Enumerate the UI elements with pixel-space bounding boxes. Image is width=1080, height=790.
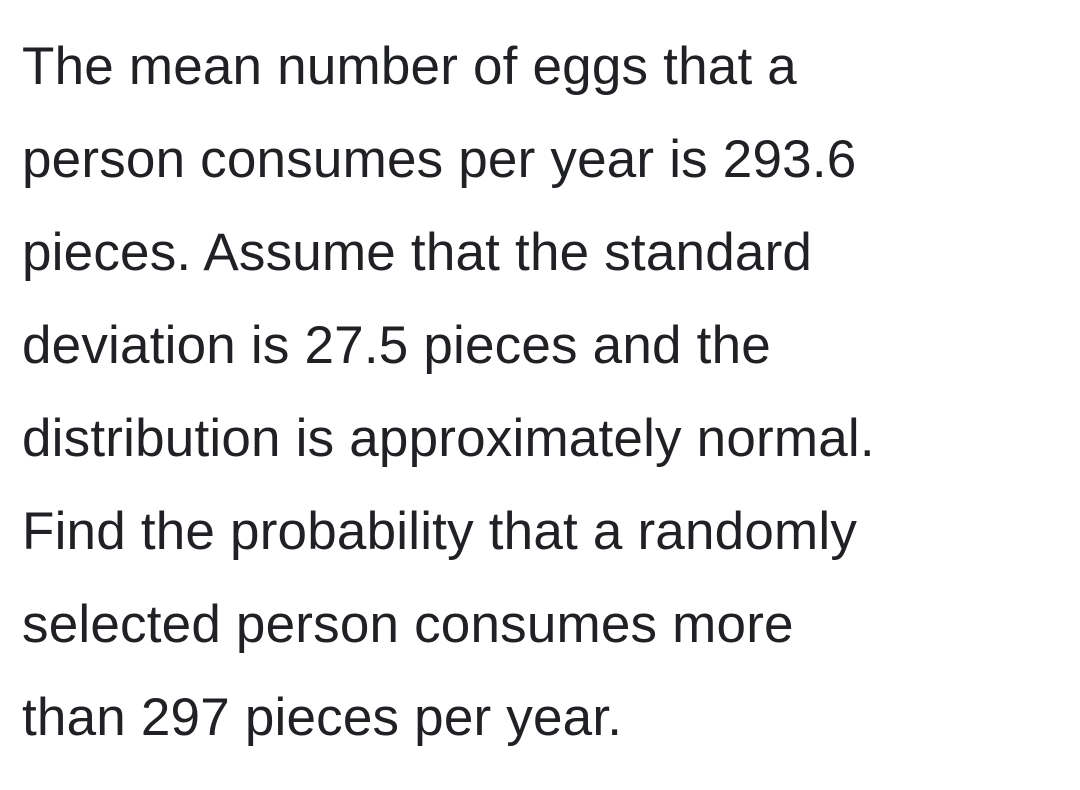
question-line: selected person consumes more <box>22 595 794 654</box>
question-text <box>22 27 1072 771</box>
question-line: person consumes per year is 293.6 <box>22 130 857 189</box>
question-line: pieces. Assume that the standard <box>22 223 813 282</box>
question-line: distribution is approximately normal. <box>22 409 875 468</box>
question-line: Find the probability that a randomly <box>22 502 858 561</box>
question-line: than 297 pieces per year. <box>22 688 623 747</box>
question-line: deviation is 27.5 pieces and the <box>22 316 771 375</box>
question-line: The mean number of eggs that a <box>22 37 797 96</box>
